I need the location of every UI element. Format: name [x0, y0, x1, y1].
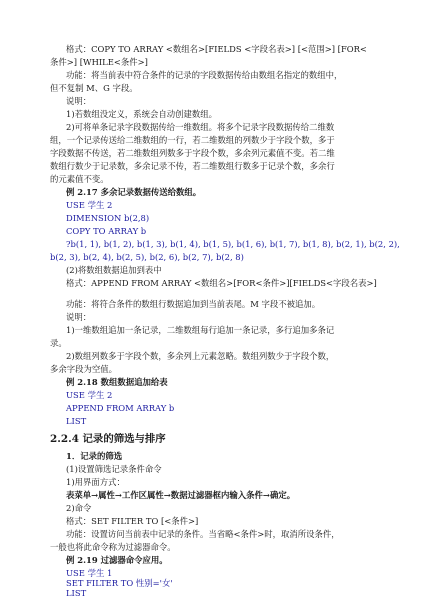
text-line: 功能：将当前表中符合条件的记录的字段数据传给由数组名指定的数组中， [66, 70, 343, 80]
subsection-heading: 1．记录的筛选 [66, 451, 123, 461]
menu-path: 表菜单→属性→工作区属性→数据过滤器框内输入条件→确定。 [66, 490, 296, 500]
code-line: ?b(1, 1), b(1, 2), b(1, 3), b(1, 4), b(1, 5), b(1, 6), b(1, 7), b(1, 8), b(2, 1), b(2, 2), [66, 239, 400, 249]
example-heading: 例 2.17 多余记录数据传送给数组。 [66, 187, 202, 197]
text-line: 2)数组列数多于字段个数，多余列上元素忽略。数组列数少于字段个数， [66, 351, 335, 361]
text-line: 但不复制 M、G 字段。 [50, 83, 138, 93]
text-line: 多余字段为空值。 [50, 364, 117, 374]
text-line: 组，一个记录传送给二维数组的一行，若二维数组的列数少于字段个数，多于 [50, 135, 335, 145]
code-line: USE 学生 2 [66, 390, 113, 400]
code-line: SET FILTER TO 性别='女' [66, 578, 173, 588]
text-line: 格式：SET FILTER TO [<条件>] [66, 516, 199, 526]
code-line: LIST [66, 416, 87, 426]
code-line: DIMENSION b(2,8) [66, 213, 150, 223]
code-line: COPY TO ARRAY b [66, 226, 147, 236]
code-line: LIST [66, 588, 87, 598]
text-line: 录。 [50, 338, 67, 348]
example-heading: 例 2.18 数组数据追加给表 [66, 377, 168, 387]
text-line: 说明： [66, 96, 92, 106]
text-line: 功能：将符合条件的数组行数据追加到当前表尾。M 字段不被追加。 [66, 299, 321, 309]
text-line: 1)一维数组追加一条记录，二维数组每行追加一条记录，多行追加多条记 [66, 325, 335, 335]
text-line: 条件>] [WHILE<条件>] [50, 57, 148, 67]
code-line: APPEND FROM ARRAY b [66, 403, 175, 413]
code-line: USE 学生 2 [66, 200, 113, 210]
example-heading: 例 2.19 过滤器命令应用。 [66, 555, 168, 565]
text-line: 2)命令 [66, 503, 92, 513]
text-line: 2)可将单条记录字段数据传给一维数组。将多个记录字段数据传给二维数 [66, 122, 335, 132]
text-line: 字段数据不传送，若二维数组列数多于字段个数，多余列元素值不变。若二维 [50, 148, 335, 158]
text-line: 功能：设置访问当前表中记录的条件。当省略<条件>时，取消所设条件， [66, 529, 340, 539]
text-line: (1)设置筛选记录条件命令 [66, 464, 162, 474]
text-line: 格式：APPEND FROM ARRAY <数组名>[FOR<条件>][FIELDS<字段名表>] [66, 278, 377, 288]
text-line: 说明： [66, 312, 92, 322]
text-line: 1)若数组没定义，系统会自动创建数组。 [66, 109, 217, 119]
text-line: 数组行数少于记录数，多余记录不传，若二维数组行数多于记录个数，多余行 [50, 161, 335, 171]
text-line: 的元素值不变。 [50, 174, 109, 184]
text-line: 1)用界面方式： [66, 477, 125, 487]
section-heading: 2.2.4 记录的筛选与排序 [50, 433, 166, 445]
text-line: (2)将数组数据追加到表中 [66, 265, 162, 275]
text-line: 格式：COPY TO ARRAY <数组名>[FIELDS <字段名表>] [<范围>] [FOR< [66, 44, 367, 54]
code-line: b(2, 3), b(2, 4), b(2, 5), b(2, 6), b(2, 7), b(2, 8) [50, 252, 244, 262]
code-line: USE 学生 1 [66, 568, 113, 578]
text-line: 一般也将此命令称为过滤器命令。 [50, 542, 176, 552]
